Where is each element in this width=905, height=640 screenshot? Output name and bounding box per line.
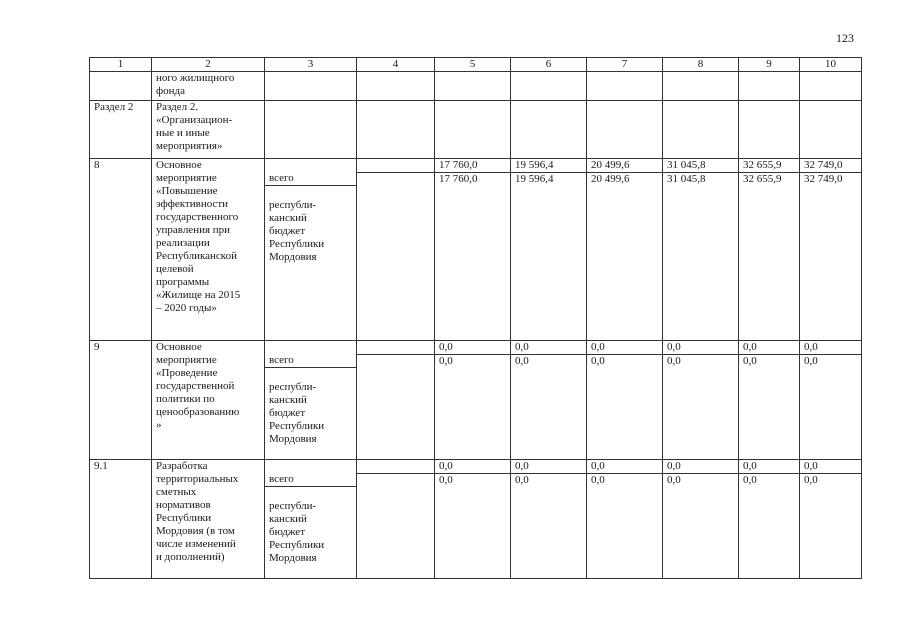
value-cell [800,341,862,460]
table-row [90,341,862,460]
source-budget: республи- канский бюджет Республики Мордовия [269,500,325,564]
empty-cell [357,72,435,101]
header-cell: 8 [663,58,739,72]
value-budget: 0,0 [439,355,453,367]
value-cell [739,460,800,579]
value-total: 0,0 [663,460,738,474]
value-cell [663,341,739,460]
source-cell [265,460,357,579]
empty-cell [663,101,739,159]
value-budget: 32 749,0 [804,173,843,185]
row-number-cell: 9.1 [90,460,152,579]
header-cell: 2 [152,58,265,72]
budget-table [89,57,862,579]
value-cell [511,341,587,460]
value-total: 32 749,0 [800,159,861,173]
value-total: 19 596,4 [511,159,586,173]
value-budget: 0,0 [804,355,818,367]
value-total: 0,0 [800,460,861,474]
row-number-cell: Раздел 2 [90,101,152,159]
value-budget: 32 655,9 [743,173,782,185]
value-cell [435,341,511,460]
value-cell [800,460,862,579]
row-number-cell: 9 [90,341,152,460]
value-cell [587,159,663,341]
value-budget: 0,0 [667,474,681,486]
value-cell [739,341,800,460]
description-cell: Разработка территориальных сметных нормативов Республики Мордовия (в том числе изменений и дополнений) [152,460,265,579]
empty-cell [663,72,739,101]
header-cell: 9 [739,58,800,72]
value-cell [435,159,511,341]
value-total: 0,0 [739,460,799,474]
row-number-cell: 8 [90,159,152,341]
header-cell: 6 [511,58,587,72]
empty-cell [739,101,800,159]
header-row [90,58,862,72]
empty-cell [511,72,587,101]
value-cell [511,159,587,341]
value-total: 0,0 [435,460,510,474]
table-row [90,159,862,341]
empty-cell [435,101,511,159]
empty-cell [739,72,800,101]
source-budget: республи- канский бюджет Республики Мордовия [269,381,325,445]
value-cell [739,159,800,341]
header-cell: 10 [800,58,862,72]
value-cell [511,460,587,579]
value-budget: 0,0 [439,474,453,486]
value-cell [800,159,862,341]
value-total: 0,0 [587,460,662,474]
value-total: 32 655,9 [739,159,799,173]
description-cell: ного жилищного фонда [152,72,265,101]
value-total: 0,0 [587,341,662,355]
value-budget: 20 499,6 [591,173,630,185]
source-cell [265,341,357,460]
value-total: 0,0 [435,341,510,355]
value-budget: 31 045,8 [667,173,706,185]
value-budget: 0,0 [743,355,757,367]
header-cell: 3 [265,58,357,72]
empty-cell [357,159,435,341]
table-row [90,72,862,101]
value-total: 0,0 [511,460,586,474]
value-cell [663,460,739,579]
header-cell: 5 [435,58,511,72]
page-number: 123 [836,31,854,45]
value-budget: 0,0 [515,474,529,486]
description-cell: Раздел 2. «Организацион- ные и иные мероприятия» [152,101,265,159]
empty-cell [357,101,435,159]
header-cell: 4 [357,58,435,72]
empty-cell [357,341,435,460]
value-total: 0,0 [739,341,799,355]
value-total: 31 045,8 [663,159,738,173]
empty-cell [357,460,435,579]
table-row [90,460,862,579]
value-total: 0,0 [800,341,861,355]
value-total: 17 760,0 [435,159,510,173]
row-number-cell [90,72,152,101]
value-budget: 0,0 [515,355,529,367]
source-total: всего [265,354,356,368]
value-budget: 17 760,0 [439,173,478,185]
source-cell [265,72,357,101]
empty-cell [800,72,862,101]
empty-cell [435,72,511,101]
empty-cell [511,101,587,159]
description-cell: Основное мероприятие «Повышение эффективности государственного управления при реализации Республиканской целевой программы «Жилище на 2015 – 2020 годы» [152,159,265,341]
value-budget: 0,0 [667,355,681,367]
table-row [90,101,862,159]
value-budget: 0,0 [743,474,757,486]
empty-cell [800,101,862,159]
source-total: всего [265,473,356,487]
header-cell: 1 [90,58,152,72]
value-cell [587,460,663,579]
value-budget: 19 596,4 [515,173,554,185]
source-budget: республи- канский бюджет Республики Мордовия [269,199,325,263]
source-cell [265,101,357,159]
value-budget: 0,0 [591,474,605,486]
value-total: 0,0 [663,341,738,355]
value-cell [435,460,511,579]
source-total: всего [265,172,356,186]
header-cell: 7 [587,58,663,72]
value-budget: 0,0 [591,355,605,367]
empty-cell [587,72,663,101]
source-cell [265,159,357,341]
value-budget: 0,0 [804,474,818,486]
value-cell [587,341,663,460]
empty-cell [587,101,663,159]
description-cell: Основное мероприятие «Проведение государственной политики по ценообразованию » [152,341,265,460]
value-total: 20 499,6 [587,159,662,173]
value-cell [663,159,739,341]
value-total: 0,0 [511,341,586,355]
